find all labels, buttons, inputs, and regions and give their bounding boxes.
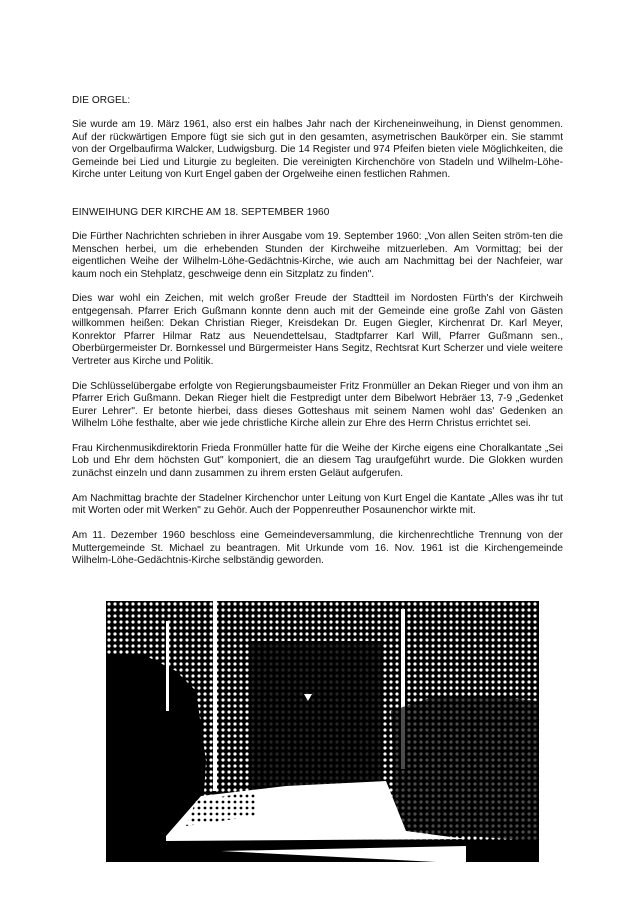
paragraph-key-handover: Die Schlüsselübergabe erfolgte von Regierungsbaumeister Fritz Fronmüller an Dekan Rieger und von ihm an Pfarrer Erich Gußmann. Dekan Rieger hielt die Festpredigt unter dem Bibelwort Hebräer 13, 7-9 „Gedenket Eurer Lehrer". Er betonte hierbei, dass dieses Gotteshaus mit seinem Namen wohl das' Gedenken an Wilhelm Löhe festhalte, aber wie jede christliche Kirche allein zur Ehre des Herrn Christus errichtet sei. [72, 380, 563, 430]
section-heading-consecration: EINWEIHUNG DER KIRCHE AM 18. SEPTEMBER 1960 [72, 206, 330, 218]
paragraph-newspaper-quote: Die Fürther Nachrichten schrieben in ihrer Ausgabe vom 19. September 1960: „Von allen Seiten ström-ten die Menschen herbei, um die erhebenden Stunden der Kirchweihe mitzuerleben. Am Vormittag; bei der eigentlichen Weihe der Wilhelm-Löhe-Gedächtnis-Kirche, wie auch am Nachmittag bei der Nachfeier, war kaum noch ein Stehplatz, geschweige denn ein Sitzplatz zu finden". [72, 231, 563, 280]
document-page [72, 95, 563, 580]
paragraph-afternoon: Am Nachmittag brachte der Stadelner Kirchenchor unter Leitung von Kurt Engel die Kantate „Alles was ihr tut mit Worten oder mit Werken" zu Gehör. Auch der Poppenreuther Posaunenchor wirkte mit. [72, 492, 563, 517]
paragraph-guests: Dies war wohl ein Zeichen, mit welch großer Freude der Stadtteil im Nordosten Fürth's der Kirchweih entgegensah. Pfarrer Erich Gußmann konnte denn auch mit der Gemeinde eine große Zahl von Gästen willkommen heißen: Dekan Christian Rieger, Kreisdekan Dr. Eugen Giegler, Kirchenrat Dr. Karl Meyer, Konrektor Pfarrer Hilmar Ratz aus Neuendettelsau, Stadtpfarrer Karl Will, Pfarrer Gußmann sen., Oberbürgermeister Dr. Bornkessel und Bürgermeister Hans Segitz, Rechtsrat Kurt Scherzer und viele weitere Vertreter aus Kirche und Politik. [72, 293, 563, 367]
ceremony-photo [106, 601, 539, 862]
paragraph-choral-cantata: Frau Kirchenmusikdirektorin Frieda Fronmüller hatte für die Weihe der Kirche eigens eine Choralkantate „Sei Lob und Ehr dem höchsten Gut" komponiert, die an diesem Tag uraufgeführt wurde. Die Glokken wurden zunächst einzeln und dann zusammen zu ihrem ersten Geläut aufgerufen. [72, 443, 563, 479]
paragraph-organ: Sie wurde am 19. März 1961, also erst ein halbes Jahr nach der Kircheneinweihung, in Dienst genommen. Auf der rückwärtigen Empore fügt sie sich gut in den gesamten, asymetrischen Baukörper ein. Sie stammt von der Orgelbaufirma Walcker, Ludwigsburg. Die 14 Register und 974 Pfeifen bieten viele Möglichkeiten, die Gemeinde bei Lied und Liturgie zu begleiten. Die vereinigten Kirchenchöre von Stadeln und Wilhelm-Löhe-Kirche unter Leitung von Kurt Engel gaben der Orgelweihe einen festlichen Rahmen. [72, 119, 563, 181]
paragraph-independence: Am 11. Dezember 1960 beschloss eine Gemeindeversammlung, die kirchenrechtliche Trennung von der Muttergemeinde St. Michael zu beantragen. Mit Urkunde vom 16. Nov. 1961 ist die Kirchengemeinde Wilhelm-Löhe-Gedächtnis-Kirche selbständig geworden. [72, 530, 563, 567]
halftone-photo-image [106, 601, 539, 862]
section-heading-organ: DIE ORGEL: [72, 95, 131, 106]
